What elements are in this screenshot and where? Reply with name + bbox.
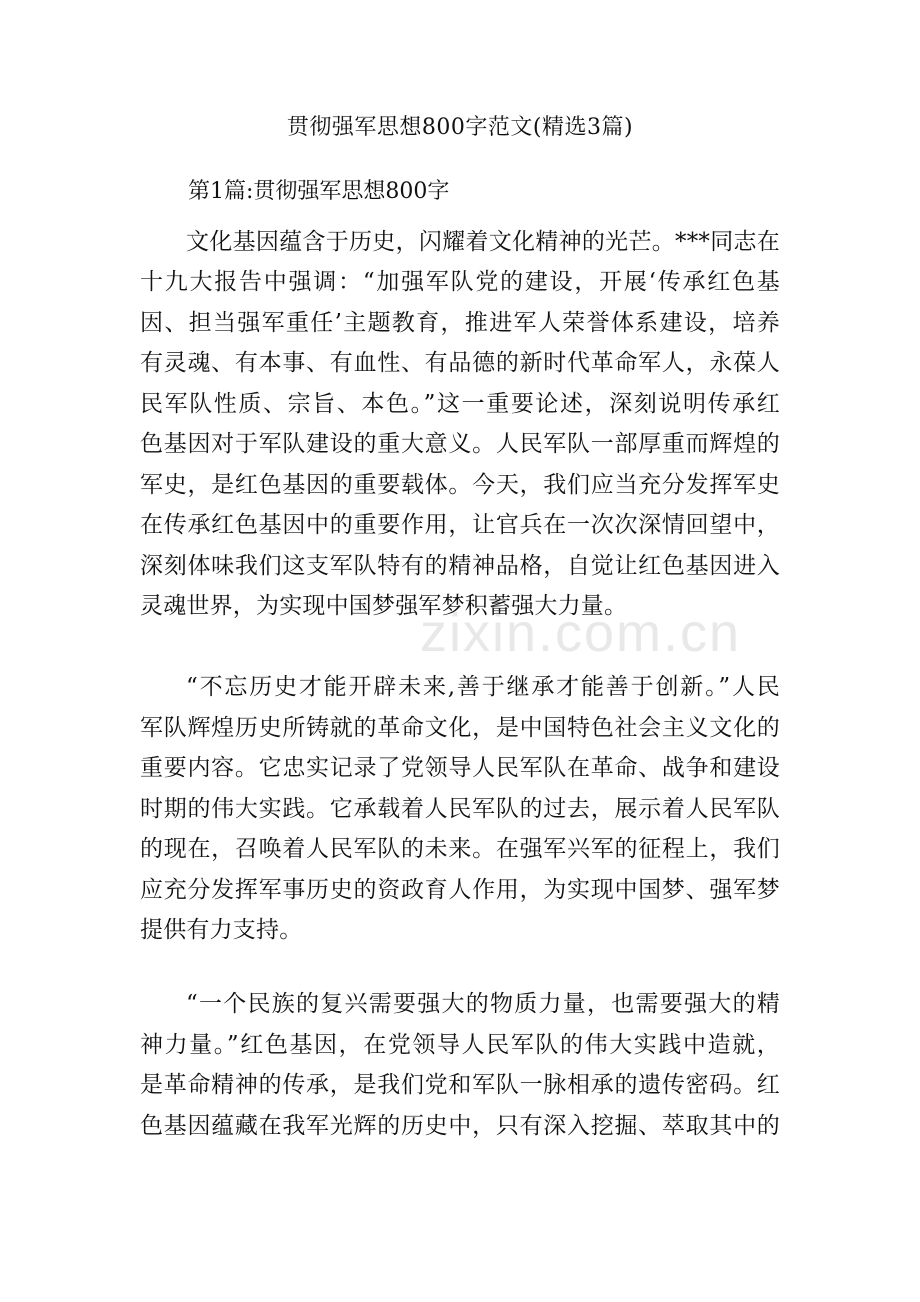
watermark: zixin.com.cn bbox=[420, 603, 742, 663]
section-heading: 第1篇:贯彻强军思想800字 bbox=[188, 179, 450, 204]
document-title: 贯彻强军思想800字范文(精选3篇) bbox=[286, 115, 634, 140]
document-page: 贯彻强军思想800字范文(精选3篇) 第1篇:贯彻强军思想800字 文化基因蕴含于历史，闪耀着文化精神的光芒。***同志在 十九大报告中强调：“加强军队党的建设，开展‘传承红色基 因、担当强军重任’主题教育，推进军人荣誉体系建设，培养 有灵魂、有本事、有血性、有品德的新时代革命军人，永葆人 民军队性质、宗旨、本色。”这一重要论述，深刻说明传承红 色基因对于军队建设的重大意义。人民军队一部厚重而辉煌的 军史，是红色基因的重要载体。今天，我们应当充分发挥军史 在传承红色基因中的重要作用，让官兵在一次次深情回望中， 深刻体味我们这支军队特有的精神品格，自觉让红色基因进入 灵魂世界，为实现中国梦强军梦积蓄强大力量。 “不忘历史才能开辟未来,善于继承才能善于创新。”人民 军队辉煌历史所铸就的革命文化，是中国特色社会主义文化的 重要内容。它忠实记录了党领导人民军队在革命、战争和建设 时期的伟大实践。它承载着人民军队的过去，展示着人民军队 的现在，召唤着人民军队的未来。在强军兴军的征程上，我们 应充分发挥军事历史的资政育人作用，为实现中国梦、强军梦 提供有力支持。 “一个民族的复兴需要强大的物质力量，也需要强大的精 神力量。”红色基因，在党领导人民军队的伟大实践中造就， 是革命精神的传承，是我们党和军队一脉相承的遗传密码。红 色基因蕴藏在我军光辉的历史中，只有深入挖掘、萃取其中的 zixin.com.cn bbox=[0, 0, 920, 1302]
